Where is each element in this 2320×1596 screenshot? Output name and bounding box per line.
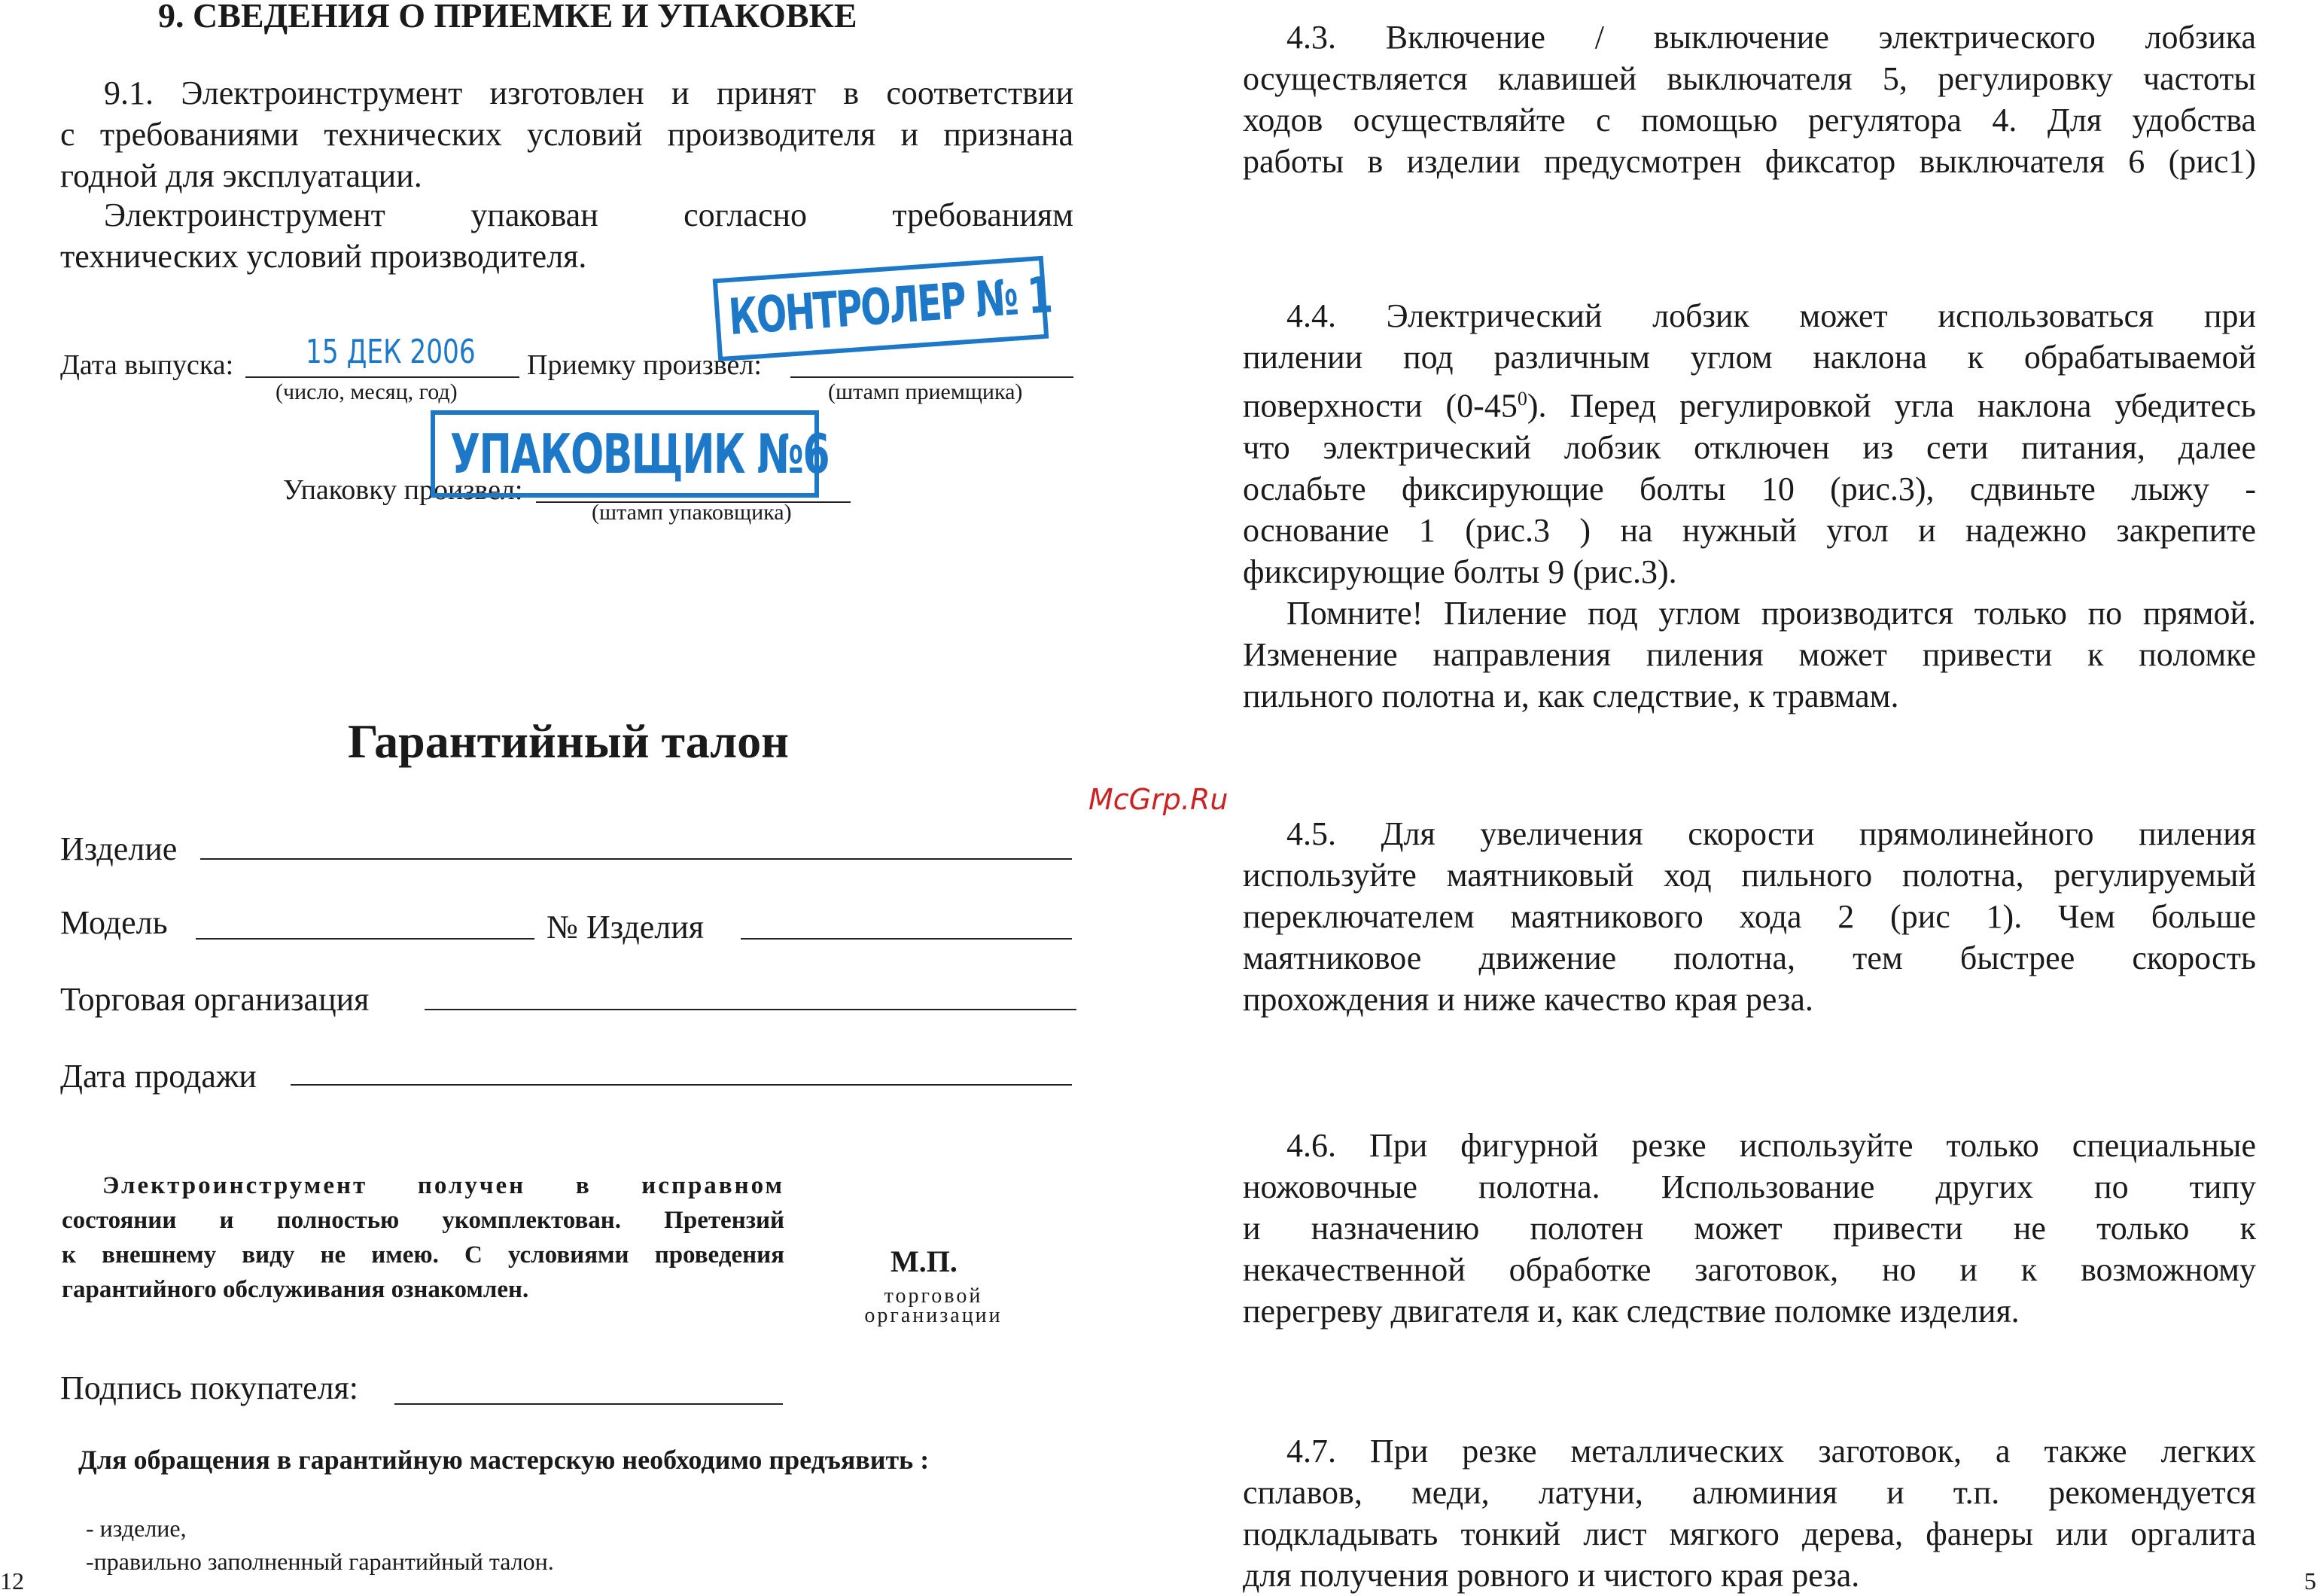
paragraph-9-1: [60, 72, 1073, 196]
angle-text-b: ). Перед регулировкой угла наклона убедитесь: [1527, 387, 2256, 425]
paragraph-line: 4.3. Включение / выключение электрического лобзика: [1286, 19, 2256, 56]
paragraph-line: сплавов, меди, латуни, алюминия и т.п. рекомендуется: [1243, 1474, 2256, 1511]
paragraph-4-3: [1243, 17, 2256, 182]
release-date-label: Дата выпуска:: [60, 349, 234, 381]
paragraph-line: и назначению полотен может привести не только к: [1243, 1210, 2256, 1247]
controller-stamp-text: КОНТРОЛЕР № 1: [726, 266, 1053, 347]
paragraph-line: 4.4. Электрический лобзик может использоваться при: [1286, 297, 2256, 334]
paragraph-line: пилении под различным углом наклона к обрабатываемой: [1243, 339, 2256, 376]
release-date-line: [245, 376, 519, 378]
paragraph-line: для получения ровного и чистого края реза.: [1243, 1557, 1860, 1594]
paragraph-line: 4.5. Для увеличения скорости прямолинейного пиления: [1286, 815, 2256, 852]
right-page: [1160, 0, 2320, 1596]
paragraph-4-5: [1243, 813, 2256, 1020]
paragraph-line: осуществляется клавишей выключателя 5, регулировку частоты: [1243, 60, 2256, 97]
paragraph-line: ослабьте фиксирующие болты 10 (рис.3), сдвиньте лыжу -: [1243, 470, 2256, 507]
paragraph-line: маятниковое движение полотна, тем быстрее скорость: [1243, 940, 2256, 976]
note-line: к внешнему виду не имею. С условиями проведения: [62, 1241, 784, 1269]
paragraph-line: [1243, 378, 2256, 427]
paragraph-line: 4.7. При резке металлических заготовок, а также легких: [1286, 1433, 2256, 1470]
buyer-signature-line: [394, 1403, 783, 1405]
paragraph-line: ходов осуществляйте с помощью регулятора 4. Для удобства: [1243, 102, 2256, 139]
paragraph-line: используйте маятниковый ход пильного полотна, регулируемый: [1243, 857, 2256, 894]
paragraph-line: годной для эксплуатации.: [60, 157, 422, 194]
seal-label: М.П.: [891, 1244, 958, 1278]
paragraph-line: с требованиями технических условий производителя и признана: [60, 116, 1073, 153]
field-model-label: Модель: [60, 904, 168, 941]
requirement-item: -правильно заполненный гарантийный талон.: [86, 1548, 554, 1575]
paragraph-line: работы в изделии предусмотрен фиксатор выключателя 6 (рис1): [1243, 143, 2256, 180]
paragraph-line: Электроинструмент упакован согласно требованиям: [104, 196, 1073, 233]
accepted-by-label: Приемку произвел:: [527, 349, 762, 381]
field-model-line: [196, 938, 534, 940]
field-trade-org-label: Торговая организация: [60, 981, 370, 1018]
requirement-item: - изделие,: [86, 1515, 187, 1542]
paragraph-line: основание 1 (рис.3 ) на нужный угол и надежно закрепите: [1243, 511, 2256, 549]
site-watermark: McGrp.Ru: [1088, 783, 1229, 816]
page-number-right: 5: [2304, 1567, 2316, 1594]
note-line: Электроинструмент получен в исправном: [102, 1172, 784, 1199]
release-date-stamp: 15 ДЕК 2006: [306, 333, 476, 371]
packed-caption: (штамп упаковщика): [592, 500, 792, 525]
paragraph-4-4: [1243, 295, 2256, 717]
accepted-caption: (штамп приемщика): [828, 379, 1023, 404]
paragraph-line: 9.1. Электроинструмент изготовлен и принят в соответствии: [104, 75, 1073, 111]
packed-by-label: Упаковку произвел:: [283, 474, 523, 506]
requirements-heading: Для обращения в гарантийную мастерскую необходимо предъявить :: [78, 1445, 930, 1475]
accepted-by-line: [790, 376, 1073, 378]
paragraph-line: фиксирующие болты 9 (рис.3).: [1243, 553, 1677, 590]
field-product-no-label: № Изделия: [547, 909, 704, 946]
seal-sub-2: организации: [864, 1304, 1003, 1327]
paragraph-line: 4.6. При фигурной резке используйте только специальные: [1286, 1127, 2256, 1164]
field-product-line: [200, 858, 1072, 860]
paragraph-line: перегреву двигателя и, как следствие поломке изделия.: [1243, 1293, 2020, 1329]
paragraph-line: пильного полотна и, как следствие, к травмам.: [1243, 677, 1899, 714]
angle-text-a: поверхности (0-45: [1243, 387, 1518, 425]
note-line: гарантийного обслуживания ознакомлен.: [62, 1276, 529, 1303]
paragraph-line: прохождения и ниже качество края реза.: [1243, 981, 1813, 1018]
warranty-title: Гарантийный талон: [348, 714, 790, 768]
received-note: [62, 1168, 784, 1307]
field-trade-org-line: [425, 1009, 1076, 1010]
paragraph-line: что электрический лобзик отключен из сети питания, далее: [1243, 428, 2256, 466]
field-sale-date-label: Дата продажи: [60, 1058, 257, 1095]
degree-sup: 0: [1517, 388, 1527, 410]
paragraph-4-7: [1243, 1430, 2256, 1596]
field-product-no-line: [741, 938, 1072, 940]
release-date-caption: (число, месяц, год): [276, 379, 458, 404]
paragraph-line: ножовочные полотна. Использование других по типу: [1243, 1168, 2256, 1205]
packer-stamp: [431, 410, 830, 498]
paragraph-line: некачественной обработке заготовок, но и к возможному: [1243, 1251, 2256, 1288]
section-heading: 9. СВЕДЕНИЯ О ПРИЕМКЕ И УПАКОВКЕ: [158, 0, 857, 35]
paragraph-line: подкладывать тонкий лист мягкого дерева, фанеры или оргалита: [1243, 1515, 2256, 1552]
buyer-signature-label: Подпись покупателя:: [60, 1369, 358, 1406]
paragraph-line: переключателем маятникового хода 2 (рис 1). Чем больше: [1243, 898, 2256, 935]
paragraph-4-6: [1243, 1125, 2256, 1332]
paragraph-line: технических условий производителя.: [60, 238, 587, 275]
paragraph-line: Изменение направления пиления может привести к поломке: [1243, 635, 2256, 673]
field-product-label: Изделие: [60, 830, 178, 867]
note-line: состоянии и полностью укомплектован. Претензий: [62, 1207, 784, 1234]
field-sale-date-line: [291, 1084, 1072, 1086]
paragraph-line: Помните! Пиление под углом производится только по прямой.: [1286, 594, 2256, 632]
seal-sub-1: торговой: [884, 1284, 983, 1308]
page-number-left: 12: [0, 1567, 24, 1594]
packer-stamp-text: УПАКОВЩИК №6: [450, 422, 830, 486]
